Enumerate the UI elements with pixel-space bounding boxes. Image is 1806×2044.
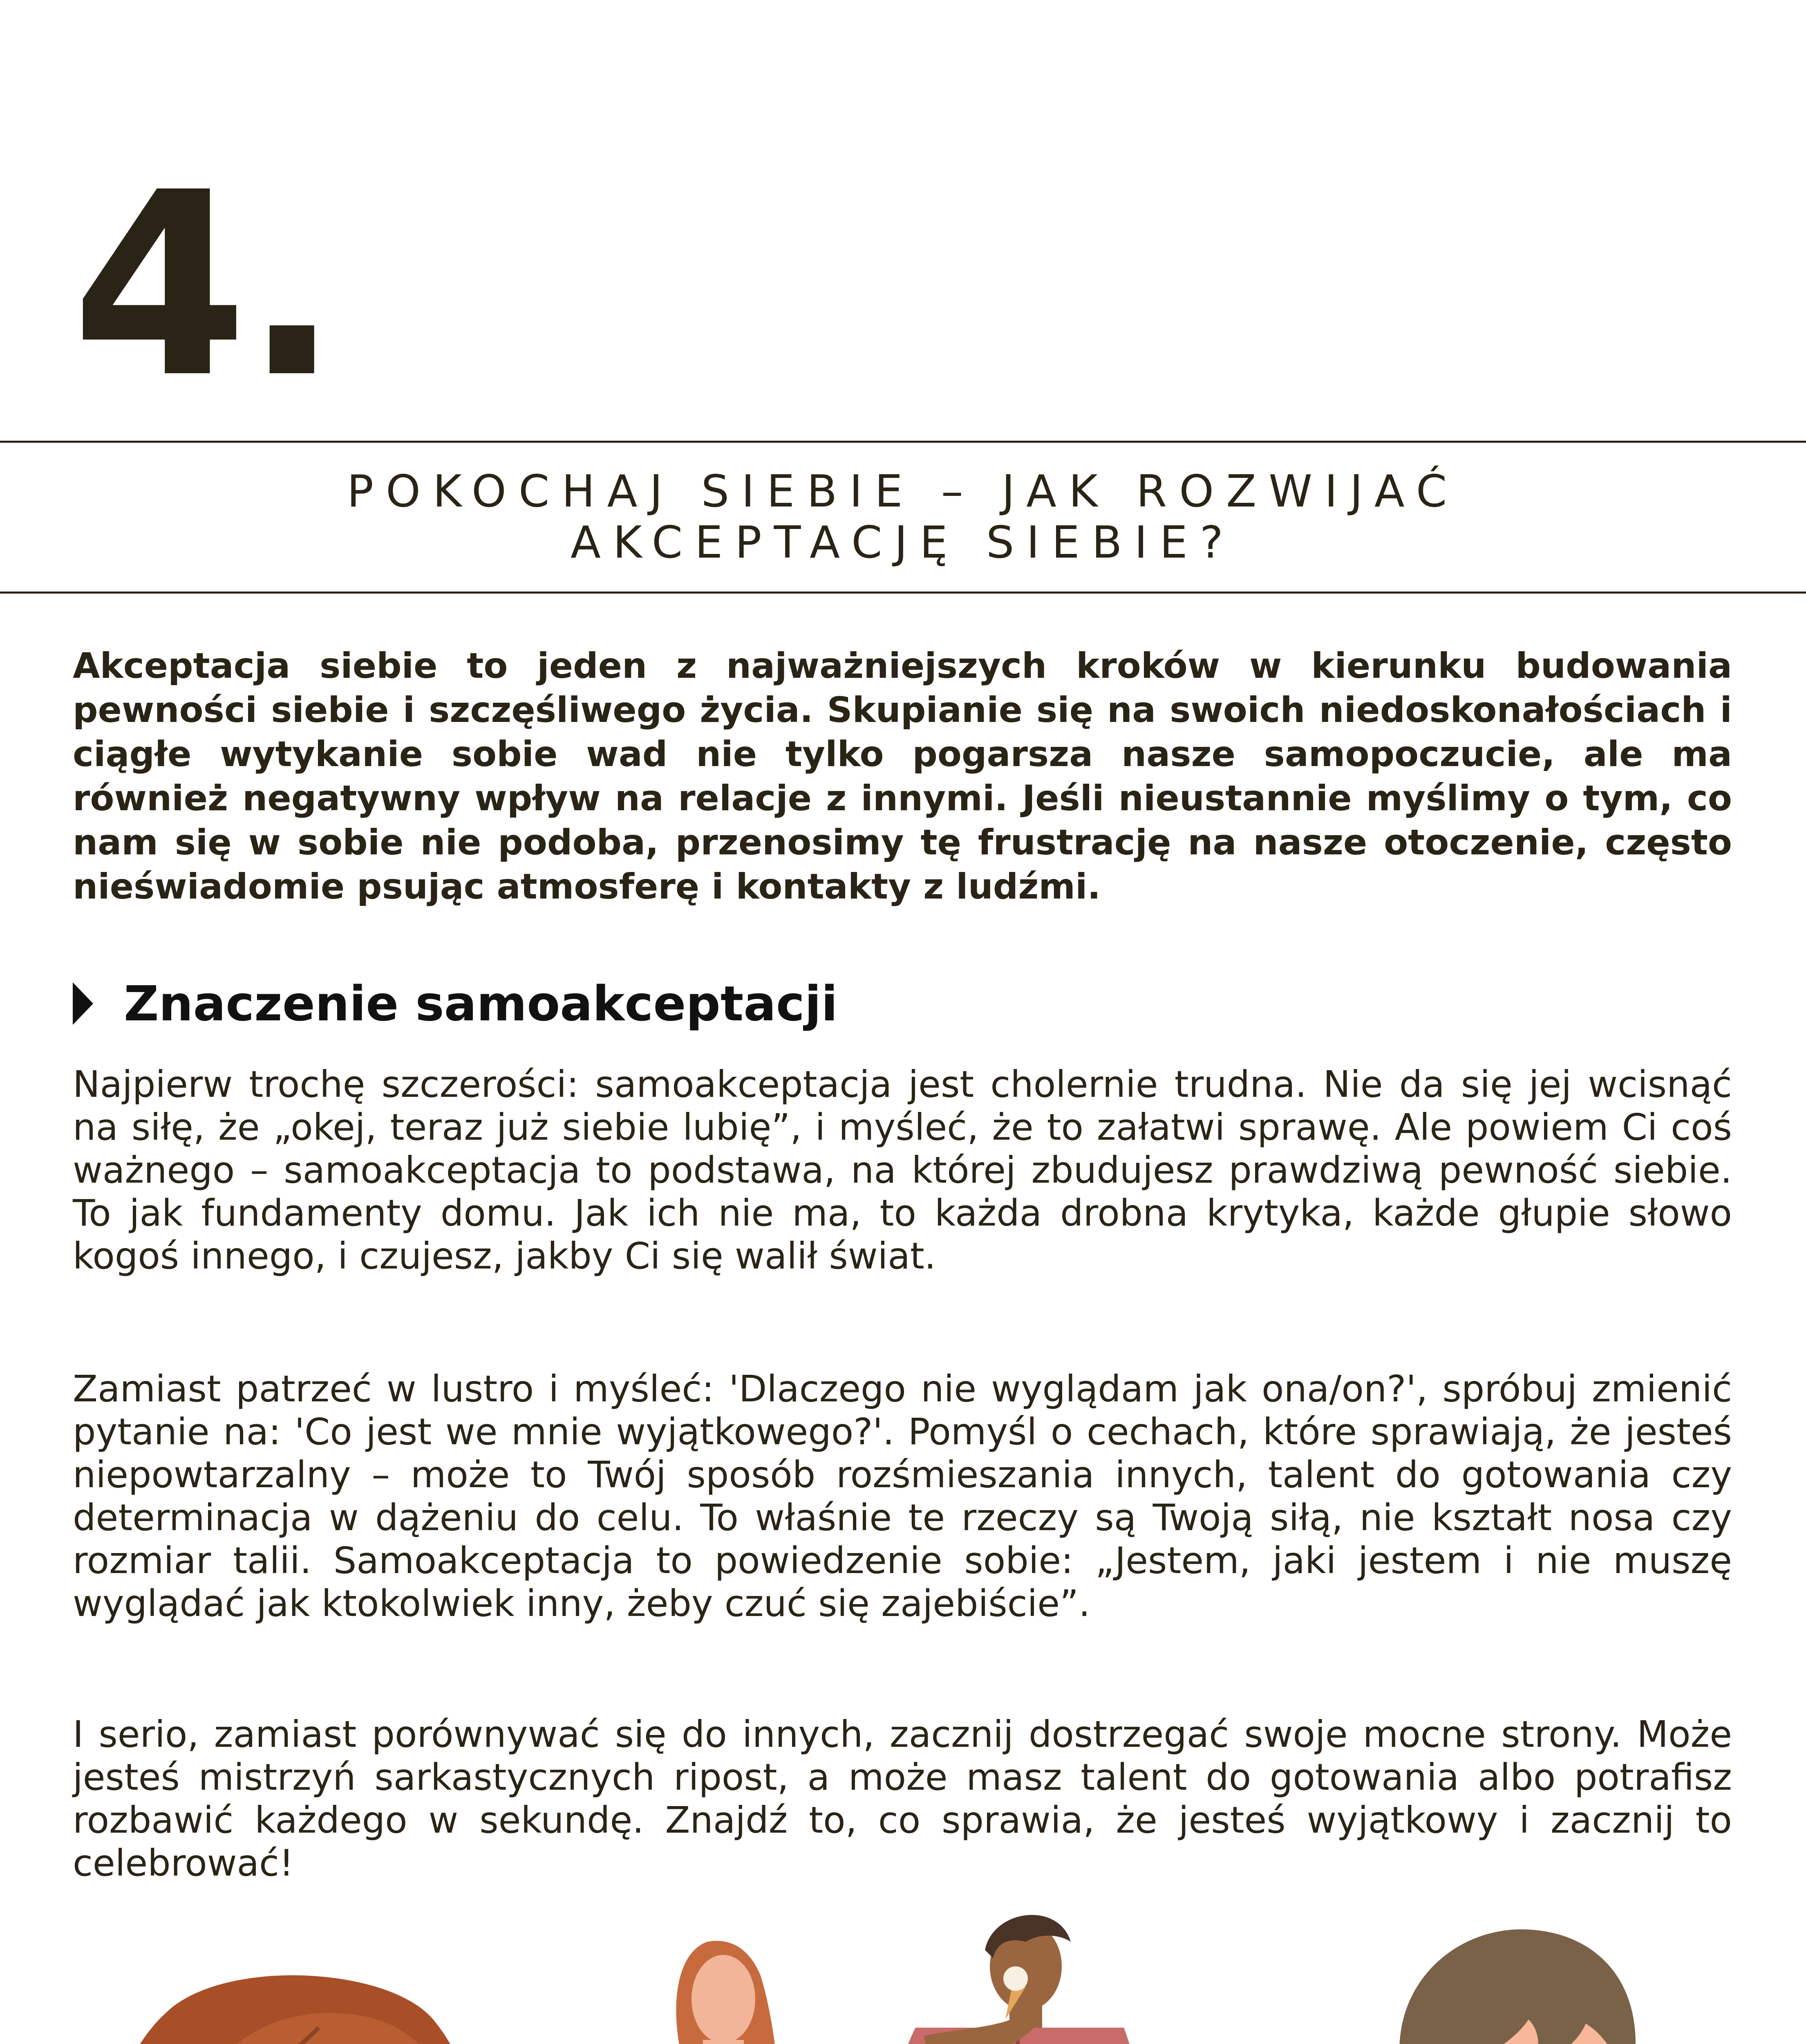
couple-on-bench-illustration	[605, 1905, 1202, 2044]
woman-illustration	[33, 1905, 605, 2044]
divider-bottom	[0, 592, 1806, 594]
page-title-line-1: POKOCHAJ SIEBIE – JAK ROZWIJAĆ	[347, 466, 1459, 517]
divider-top	[0, 441, 1806, 443]
page-title-line-2: AKCEPTACJĘ SIEBIE?	[570, 517, 1236, 568]
section-heading: Znaczenie samoakceptacji	[124, 975, 838, 1032]
chevron-right-icon	[73, 982, 93, 1025]
body-paragraph-3: I serio, zamiast porównywać się do innych, zacznij dostrzegać swoje mocne strony. Może jesteś mistrzyń sarkastycznych ripost, a może masz talent do gotowania albo potrafisz rozbawić każdego w sekundę. Znajdź to, co sprawia, że jesteś wyjątkowy i zacznij to celebrować!	[73, 1713, 1732, 1884]
intro-paragraph: Akceptacja siebie to jeden z najważniejszych kroków w kierunku budowania pewności siebie i szczęśliwego życia. Skupianie się na swoich niedoskonałościach i ciągłe wytykanie sobie wad nie tylko pogarsza nasze samopoczucie, ale ma również negatywny wpływ na relacje z innymi. Jeśli nieustannie myślimy o tym, co nam się w sobie nie podoba, przenosimy tę frustrację na nasze otoczenie, często nieświadomie psując atmosferę i kontakty z ludźmi.	[73, 645, 1732, 907]
section-header	[73, 973, 1732, 1034]
body-paragraph-1: Najpierw trochę szczerości: samoakceptacja jest cholernie trudna. Nie da się jej wcisnąć na siłę, że „okej, teraz już siebie lubię”, i myśleć, że to załatwi sprawę. Ale powiem Ci coś ważnego – samoakceptacja to podstawa, na której zbudujesz prawdziwą pewność siebie. To jak fundamenty domu. Jak ich nie ma, to każda drobna krytyka, każde głupie słowo kogoś innego, i czujesz, jakby Ci się walił świat.	[73, 1063, 1732, 1277]
page-title	[123, 466, 1683, 568]
body-paragraph-2: Zamiast patrzeć w lustro i myśleć: 'Dlaczego nie wyglądam jak ona/on?', spróbuj zmienić pytanie na: 'Co jest we mnie wyjątkowego?'. Pomyśl o cechach, które sprawiają, że jesteś niepowtarzalny – może to Twój sposób rozśmieszania innych, talent do gotowania czy determinacja w dążeniu do celu. To właśnie te rzeczy są Twoją siłą, nie kształt nosa czy rozmiar talii. Samoakceptacja to powiedzenie sobie: „Jestem, jaki jestem i nie muszę wyglądać jak ktokolwiek inny, żeby czuć się zajebiście”.	[73, 1367, 1732, 1625]
chapter-number: 4.	[72, 139, 336, 433]
man-illustration	[1226, 1905, 1806, 2044]
